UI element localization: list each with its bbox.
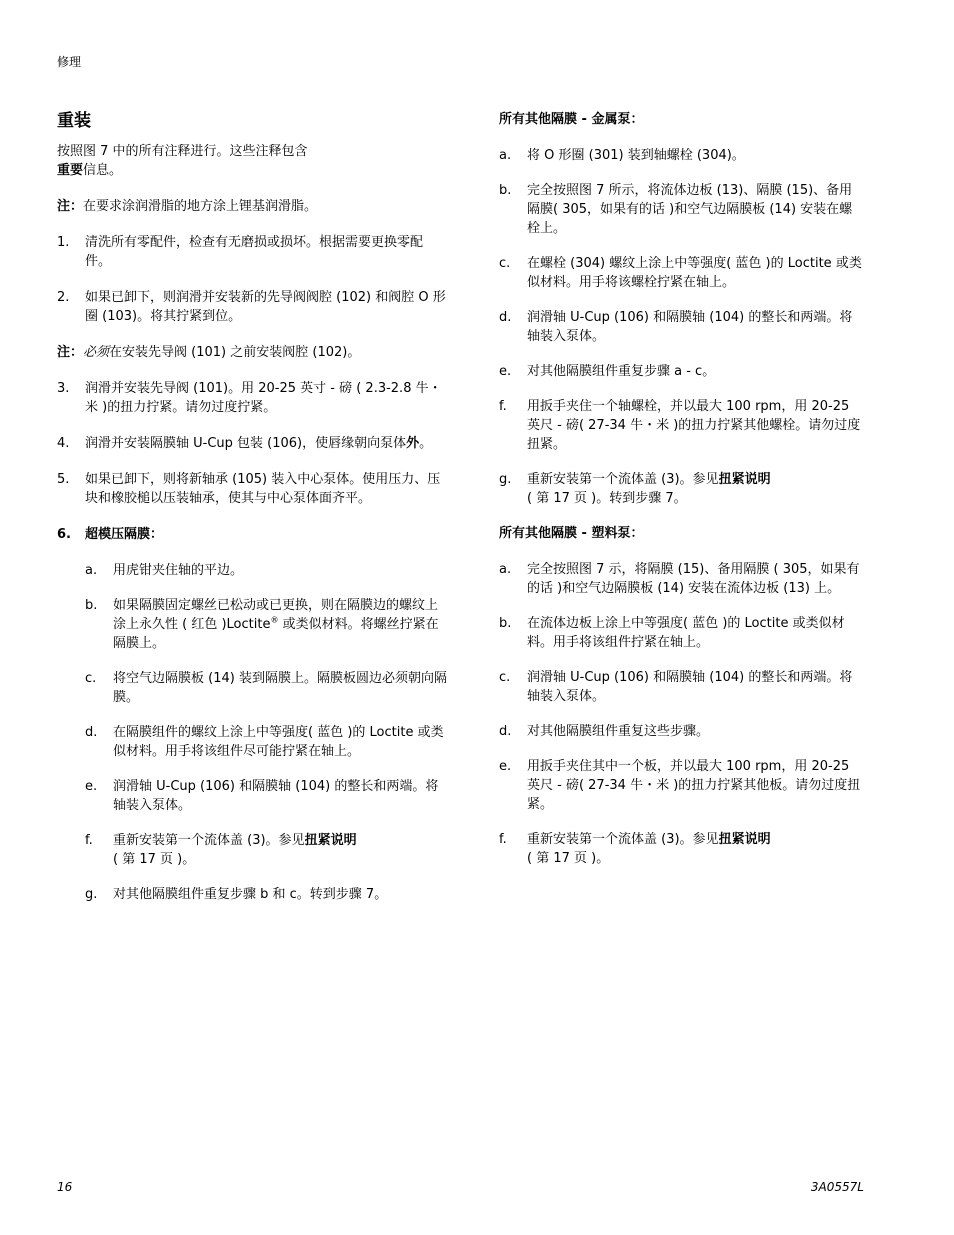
note-text: 在要求涂润滑脂的地方涂上锂基润滑脂。 [83,199,318,214]
substep-text: 用扳手夹住一个轴螺栓，并以最大 100 rpm，用 20-25 英尺 - 磅( 27-34 牛・米 )的扭力拧紧其他螺栓。请勿过度扭紧。 [527,399,861,452]
plastic-step-f [499,830,864,868]
metal-step-f [499,397,864,454]
substep-text-post: ( 第 17 页 )。转到步骤 7。 [527,491,687,506]
step-2 [57,288,447,326]
substep-text-wrapper [113,831,447,869]
substep-number: b. [499,183,512,198]
substep-text: 重新安装第一个流体盖 (3)。参见 [527,832,719,847]
step-text-wrapper [85,434,447,453]
substep-number: e. [499,364,512,379]
substep-text-post: ( 第 17 页 )。 [527,851,610,866]
intro-paragraph [57,142,447,180]
step-text: 如果已卸下，则将新轴承 (105) 装入中心泵体。使用压力、压块和橡胶槌以压装轴承，使其与中心泵体面齐平。 [85,472,441,506]
substep-a [85,561,447,580]
substep-text: 在螺栓 (304) 螺纹上涂上中等强度( 蓝色 )的 Loctite 或类似材料。用手将该螺栓拧紧在轴上。 [527,256,862,290]
step-label: 超模压隔膜： [85,527,164,542]
section-title: 重装 [57,111,91,131]
step-number: 5. [57,472,70,487]
substep-number: c. [499,670,511,685]
left-column [57,110,447,920]
plastic-step-e [499,757,864,814]
document-id: 3A0557L [810,1180,864,1194]
substep-number: d. [499,724,512,739]
step-number: 4. [57,436,70,451]
step-6 [57,525,447,544]
note-grease [57,197,447,216]
plastic-step-d [499,722,864,741]
substep-number: f. [85,833,93,848]
substep-text: 用虎钳夹住轴的平边。 [113,563,244,578]
substep-text-wrapper [527,830,864,868]
intro-text-1: 按照图 7 中的所有注释进行。这些注释包含 [57,144,308,159]
plastic-step-c [499,668,864,706]
substep-g [85,885,447,904]
step-number: 6. [57,527,71,542]
step-text: 如果已卸下，则润滑并安装新的先导阀阀腔 (102) 和阀腔 O 形圈 (103)。将其拧紧到位。 [85,290,446,324]
substep-text-post: ( 第 17 页 )。 [113,852,196,867]
step-text: 清洗所有零配件，检查有无磨损或损坏。根据需要更换零配件。 [85,235,424,269]
registered-mark: ® [270,615,279,625]
substep-number: e. [499,759,512,774]
step-3 [57,379,447,417]
substep-number: a. [499,148,512,163]
substep-d [85,723,447,761]
substep-text: 重新安装第一个流体盖 (3)。参见 [527,472,719,487]
substep-number: d. [85,725,98,740]
substep-number: a. [85,563,98,578]
substep-e [85,777,447,815]
substep-text: 完全按照图 7 示，将隔膜 (15)、备用隔膜 ( 305，如果有的话 )和空气边隔膜板 (14) 安装在流体边板 (13) 上。 [527,562,860,596]
metal-step-d [499,308,864,346]
intro-text-2: 信息。 [83,163,123,178]
intro-bold: 重要 [57,163,84,178]
substep-text: 将 O 形圈 (301) 装到轴螺栓 (304)。 [527,148,745,163]
substep-number: g. [85,887,98,902]
substep-text-wrapper [113,596,447,653]
metal-step-e [499,362,864,381]
torque-link[interactable]: 扭紧说明 [304,833,357,848]
substep-b [85,596,447,653]
substep-text: 润滑轴 U-Cup (106) 和隔膜轴 (104) 的整长和两端。将轴装入泵体。 [527,310,853,344]
step-1 [57,233,447,271]
substep-text-wrapper [527,470,864,508]
step-bold: 外 [406,436,420,451]
substep-number: d. [499,310,512,325]
substep-number: e. [85,779,98,794]
metal-step-b [499,181,864,238]
substep-c [85,669,447,707]
page-number: 16 [57,1180,73,1194]
substep-number: b. [499,616,512,631]
substep-number: a. [499,562,512,577]
metal-step-a [499,146,864,165]
torque-link[interactable]: 扭紧说明 [718,472,771,487]
substep-text: 在流体边板上涂上中等强度( 蓝色 )的 Loctite 或类似材料。用手将该组件拧紧在轴上。 [527,616,845,650]
substep-text: 对其他隔膜组件重复步骤 a - c。 [527,364,716,379]
substep-text: 如果隔膜固定螺丝已松动或已更换，则在隔膜边的螺纹上涂上永久性 ( 红色 )Loctite [113,598,439,632]
step-end: 。 [419,436,433,451]
step-number: 2. [57,290,70,305]
metal-step-g [499,470,864,508]
overmolded-substeps [85,561,447,904]
note-label: 注： [57,345,84,360]
plastic-step-b [499,614,864,652]
substep-text: 润滑轴 U-Cup (106) 和隔膜轴 (104) 的整长和两端。将轴装入泵体。 [527,670,853,704]
substep-number: c. [85,671,97,686]
plastic-step-a [499,560,864,598]
substep-number: b. [85,598,98,613]
note-italic: 必须 [83,345,110,360]
substep-text: 将空气边隔膜板 (14) 装到隔膜上。隔膜板圆边必须朝向隔膜。 [113,671,447,705]
metal-pump-title: 所有其他隔膜 - 金属泵： [499,112,644,127]
step-4 [57,434,447,453]
step-text: 润滑并安装隔膜轴 U-Cup 包装 (106)，使唇缘朝向泵体 [85,436,407,451]
substep-text: 对其他隔膜组件重复步骤 b 和 c。转到步骤 7。 [113,887,388,902]
substep-text: 用扳手夹住其中一个板，并以最大 100 rpm，用 20-25 英尺 - 磅( 27-34 牛・米 )的扭力拧紧其他板。请勿过度扭紧。 [527,759,861,812]
substep-number: c. [499,256,511,271]
step-number: 1. [57,235,70,250]
note-text: 在安装先导阀 (101) 之前安装阀腔 (102)。 [109,345,361,360]
note-label: 注： [57,199,84,214]
substep-number: g. [499,472,512,487]
substep-text: 对其他隔膜组件重复这些步骤。 [527,724,710,739]
substep-number: f. [499,399,507,414]
substep-text: 润滑轴 U-Cup (106) 和隔膜轴 (104) 的整长和两端。将轴装入泵体。 [113,779,439,813]
substep-text: 完全按照图 7 所示，将流体边板 (13)、隔膜 (15)、备用隔膜( 305，如果有的话 )和空气边隔膜板 (14) 安装在螺栓上。 [527,183,853,236]
metal-step-c [499,254,864,292]
right-column [499,110,864,884]
running-header: 修理 [57,55,82,69]
substep-number: f. [499,832,507,847]
substep-text: 在隔膜组件的螺纹上涂上中等强度( 蓝色 )的 Loctite 或类似材料。用手将该组件尽可能拧紧在轴上。 [113,725,444,759]
substep-text: 重新安装第一个流体盖 (3)。参见 [113,833,305,848]
substep-text-post: 或类似材料。将螺丝拧紧在隔膜上。 [113,617,439,651]
plastic-pump-title: 所有其他隔膜 - 塑料泵： [499,526,644,541]
step-5 [57,470,447,508]
step-text: 润滑并安装先导阀 (101)。用 20-25 英寸 - 磅 ( 2.3-2.8 牛・米 )的扭力拧紧。请勿过度拧紧。 [85,381,442,415]
substep-f [85,831,447,869]
note-must-install [57,343,447,362]
step-number: 3. [57,381,70,396]
torque-link[interactable]: 扭紧说明 [718,832,771,847]
